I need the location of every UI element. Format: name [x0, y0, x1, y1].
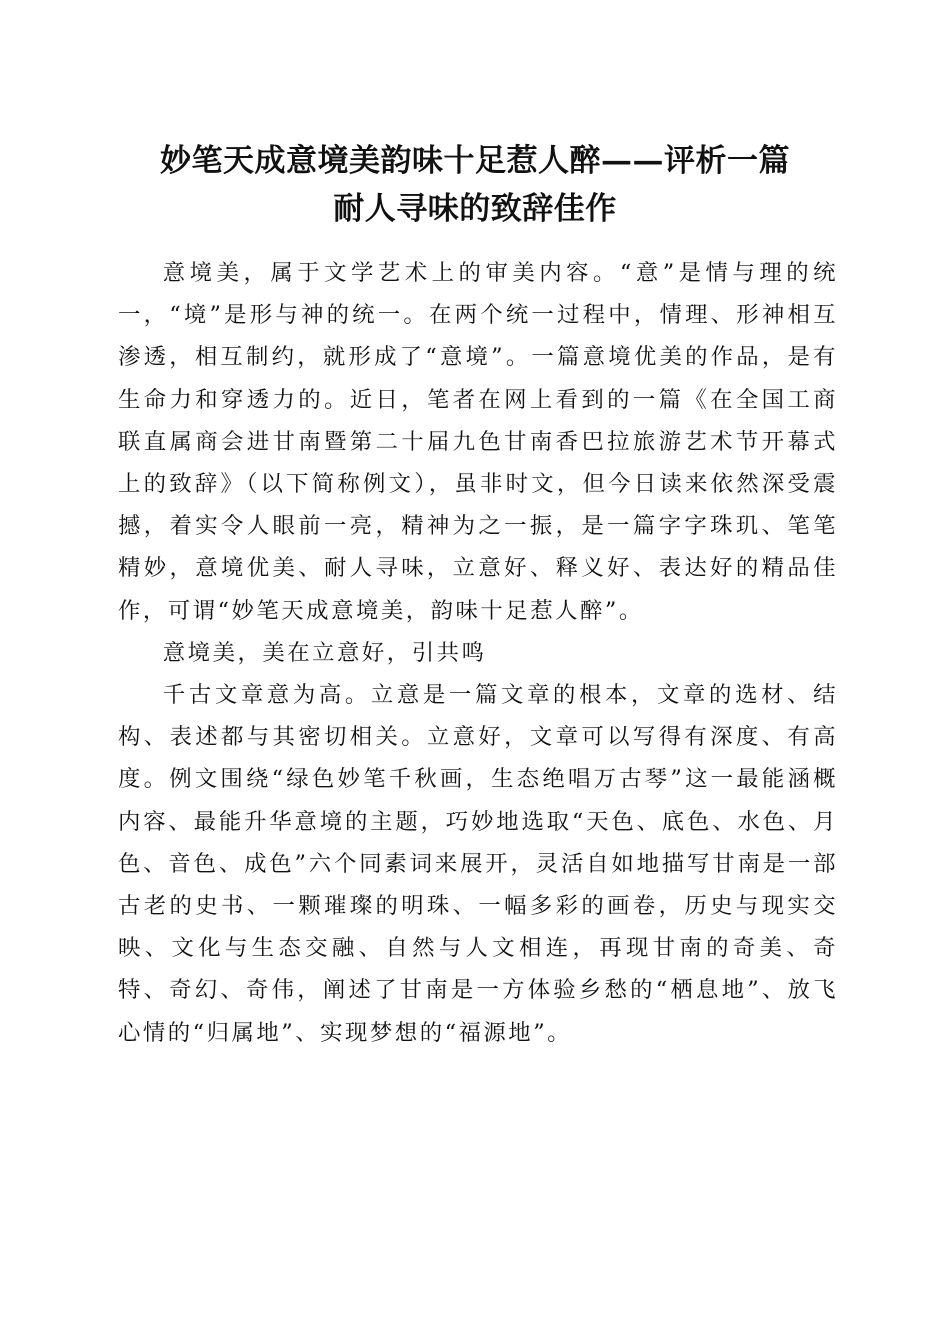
paragraph-theme: 千古文章意为高。立意是一篇文章的根本，文章的选材、结构、表述都与其密切相关。立意好，文章可以写得有深度、有高度。例文围绕“绿色妙笔千秋画，生态绝唱万古琴”这一最能涵概内容、最能升华意境的主题，巧妙地选取“天色、底色、水色、月色、音色、成色”六个同素词来展开，灵活自如地描写甘南是一部古老的史书、一颗璀璨的明珠、一幅多彩的画卷，历史与现实交映、文化与生态交融、自然与人文相连，再现甘南的奇美、奇特、奇幻、奇伟，阐述了甘南是一方体验乡愁的“栖息地”、放飞心情的“归属地”、实现梦想的“福源地”。: [118, 682, 838, 1046]
document-title: [115, 137, 835, 233]
title-line-1: 妙笔天成意境美韵味十足惹人醉——评析一篇: [160, 143, 790, 179]
paragraph-intro: 意境美，属于文学艺术上的审美内容。“意”是情与理的统一，“境”是形与神的统一。在两个统一过程中，情理、形神相互渗透，相互制约，就形成了“意境”。一篇意境优美的作品，是有生命力和穿透力的。近日，笔者在网上看到的一篇《在全国工商联直属商会进甘南暨第二十届九色甘南香巴拉旅游艺术节开幕式上的致辞》（以下简称例文），虽非时文，但今日读来依然深受震撼，着实令人眼前一亮，精神为之一振，是一篇字字珠玑、笔笔精妙，意境优美、耐人寻味，立意好、释义好、表达好的精品佳作，可谓“妙笔天成意境美，韵味十足惹人醉”。: [118, 260, 838, 624]
section-heading: 意境美，美在立意好，引共鸣: [162, 639, 487, 666]
document-body: [118, 252, 838, 1054]
title-line-2: 耐人寻味的致辞佳作: [333, 191, 617, 227]
